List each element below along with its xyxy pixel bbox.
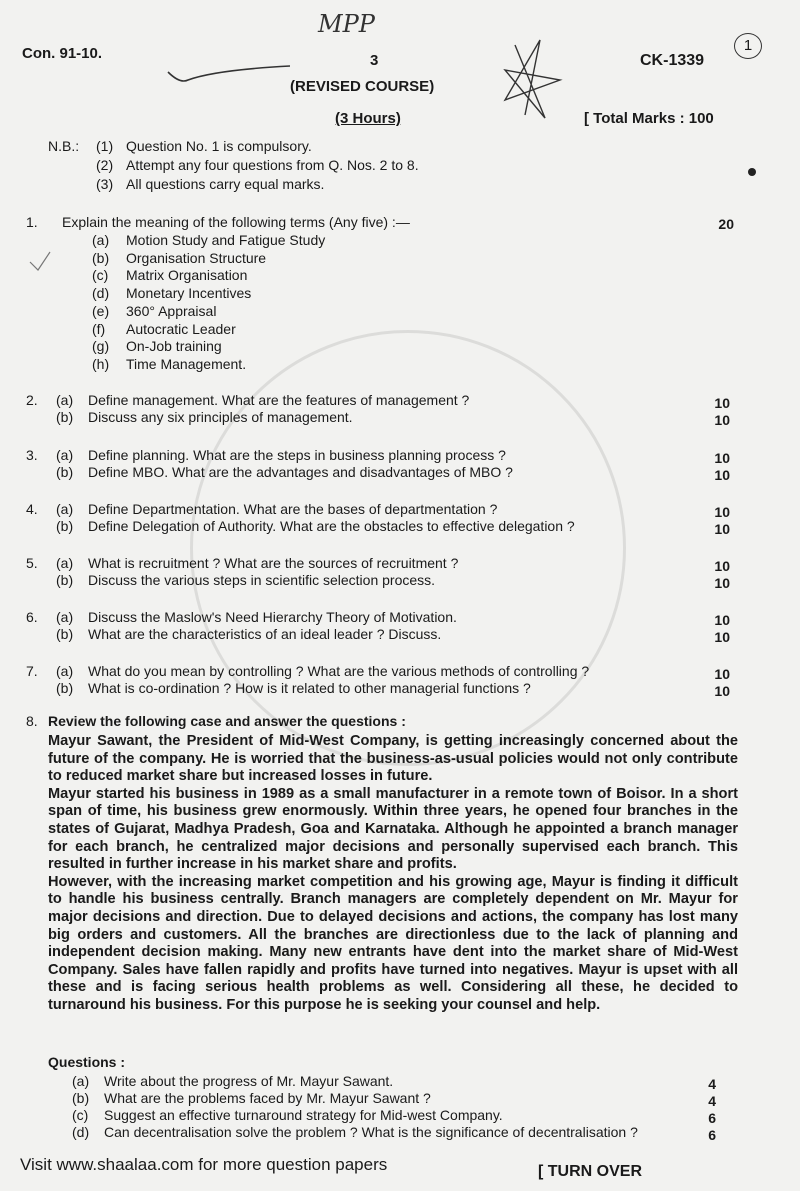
item-label: (b)	[92, 249, 110, 266]
question-marks: 20	[718, 216, 734, 232]
sub-question-marks: 4	[708, 1093, 716, 1109]
question-number: 6.	[26, 609, 38, 625]
case-intro: Review the following case and answer the questions :	[48, 713, 406, 729]
nb-item-number: (3)	[96, 176, 114, 192]
sub-question-label: (d)	[72, 1124, 90, 1140]
part-label: (b)	[56, 464, 74, 480]
course-title: (REVISED COURSE)	[290, 78, 435, 95]
nb-item: Question No. 1 is compulsory.	[126, 138, 312, 154]
sub-question-label: (a)	[72, 1073, 90, 1089]
question-number: 5.	[26, 555, 38, 571]
item-label: (d)	[92, 285, 110, 302]
part-text: Define MBO. What are the advantages and disadvantages of MBO ?	[88, 464, 513, 480]
item-text: Motion Study and Fatigue Study	[126, 232, 326, 248]
item-label: (f)	[92, 320, 106, 337]
case-study-text	[48, 733, 738, 1015]
part-marks: 10	[714, 683, 730, 699]
nb-item: All questions carry equal marks.	[126, 176, 325, 192]
sub-question-marks: 6	[708, 1127, 716, 1143]
handwritten-marks	[0, 0, 800, 300]
part-label: (a)	[56, 501, 74, 517]
sub-question-marks: 4	[708, 1076, 716, 1092]
footer-visit-text: Visit www.shaalaa.com for more question papers	[20, 1155, 388, 1174]
question-number: 7.	[26, 663, 38, 679]
item-label: (h)	[92, 355, 110, 372]
nb-item: Attempt any four questions from Q. Nos. 2 to 8.	[126, 157, 419, 173]
circled-page-number: 1	[734, 33, 762, 59]
part-label: (b)	[56, 572, 74, 588]
case-paragraph: However, with the increasing market competition and his growing age, Mayur is finding it difficult to handle his business centrally. Branch managers are completely dependent on Mr. Mayur for major decisions and direction. Due to delayed decisions and actions, the company has lost many big orders and customers. All the branches are directionless due to the lack of planning and independent decision making. Many new entrants have dent into the market share of Mid-West Company. Sales have fallen rapidly and profits have turned into negatives. Mayur is upset with all these and is facing serious health problems as well. Considering all these, he decided to turnaround his business. For this purpose he is seeking your counsel and help.	[48, 873, 738, 1013]
page-number: 3	[370, 52, 379, 69]
questions-label: Questions :	[48, 1054, 126, 1070]
part-marks: 10	[714, 450, 730, 466]
sub-question-marks: 6	[708, 1110, 716, 1126]
item-label: (e)	[92, 302, 110, 319]
nb-item-number: (1)	[96, 138, 114, 154]
item-text: 360° Appraisal	[126, 302, 217, 319]
part-label: (b)	[56, 626, 74, 642]
total-marks: [ Total Marks : 100	[584, 110, 714, 127]
item-label: (c)	[92, 267, 109, 284]
part-text: Discuss the various steps in scientific selection process.	[88, 572, 436, 588]
nb-item-number: (2)	[96, 157, 114, 173]
sub-question-text: Write about the progress of Mr. Mayur Sawant.	[104, 1073, 394, 1089]
part-marks: 10	[714, 575, 730, 591]
sub-question-text: What are the problems faced by Mr. Mayur Sawant ?	[104, 1090, 431, 1106]
part-marks: 10	[714, 612, 730, 628]
question-number: 1.	[26, 214, 38, 230]
question-number: 3.	[26, 447, 38, 463]
part-marks: 10	[714, 504, 730, 520]
part-label: (b)	[56, 409, 74, 425]
item-text: Matrix Organisation	[126, 267, 248, 284]
part-label: (b)	[56, 518, 74, 534]
part-marks: 10	[714, 467, 730, 483]
sub-question-label: (b)	[72, 1090, 90, 1106]
part-text: Define management. What are the features of management ?	[88, 392, 470, 408]
item-text: Monetary Incentives	[126, 285, 252, 302]
part-label: (a)	[56, 392, 74, 408]
case-paragraph: Mayur Sawant, the President of Mid-West Company, is getting increasingly concerned about the future of the company. He is worried that the business-as-usual policies would not only contribute to reduced market share but increased losses in future.	[48, 733, 738, 785]
sub-question-text: Suggest an effective turnaround strategy for Mid-west Company.	[104, 1107, 503, 1123]
question-number: 8.	[26, 713, 38, 729]
part-label: (a)	[56, 555, 74, 571]
item-label: (g)	[92, 338, 110, 355]
part-text: Define Departmentation. What are the bases of departmentation ?	[88, 501, 498, 517]
part-marks: 10	[714, 395, 730, 411]
part-text: Discuss any six principles of management.	[88, 409, 353, 425]
part-text: Define planning. What are the steps in business planning process ?	[88, 447, 506, 463]
part-text: What are the characteristics of an ideal leader ? Discuss.	[88, 626, 442, 642]
question-number: 2.	[26, 392, 38, 408]
part-text: Define Delegation of Authority. What are the obstacles to effective delegation ?	[88, 518, 575, 534]
part-text: What is recruitment ? What are the sources of recruitment ?	[88, 555, 459, 571]
part-label: (a)	[56, 663, 74, 679]
sub-question-text: Can decentralisation solve the problem ? What is the significance of decentralisation ?	[104, 1124, 638, 1140]
part-marks: 10	[714, 666, 730, 682]
handwritten-tag: MPP	[318, 10, 375, 38]
part-label: (a)	[56, 609, 74, 625]
item-label: (a)	[92, 232, 110, 248]
item-text: Organisation Structure	[126, 249, 267, 266]
part-label: (b)	[56, 680, 74, 696]
sub-question-label: (c)	[72, 1107, 89, 1123]
question-text: Explain the meaning of the following terms (Any five) :—	[62, 214, 410, 230]
part-label: (a)	[56, 447, 74, 463]
item-text: On-Job training	[126, 338, 222, 355]
part-text: Discuss the Maslow's Need Hierarchy Theory of Motivation.	[88, 609, 457, 625]
part-text: What do you mean by controlling ? What are the various methods of controlling ?	[88, 663, 590, 679]
item-text: Time Management.	[126, 355, 247, 372]
question-number: 4.	[26, 501, 38, 517]
part-marks: 10	[714, 629, 730, 645]
item-text: Autocratic Leader	[126, 320, 236, 337]
nb-label: N.B.:	[48, 138, 80, 154]
turn-over: [ TURN OVER	[538, 1163, 642, 1180]
exam-code: CK-1339	[640, 52, 705, 69]
part-marks: 10	[714, 558, 730, 574]
duration: (3 Hours)	[335, 110, 401, 127]
part-text: What is co-ordination ? How is it related to other managerial functions ?	[88, 680, 531, 696]
case-paragraph: Mayur started his business in 1989 as a small manufacturer in a remote town of Boisor. In a short span of time, his business grew enormously. Within three years, he opened four branches in the states of Gujarat, Madhya Pradesh, Goa and Karnataka. Although he appointed a branch manager for each branch, he centralized major decisions and personally supervised each branch. This resulted in further increase in his market share and profits.	[48, 785, 738, 873]
part-marks: 10	[714, 412, 730, 428]
paper-code-con: Con. 91-10.	[22, 45, 103, 62]
part-marks: 10	[714, 521, 730, 537]
